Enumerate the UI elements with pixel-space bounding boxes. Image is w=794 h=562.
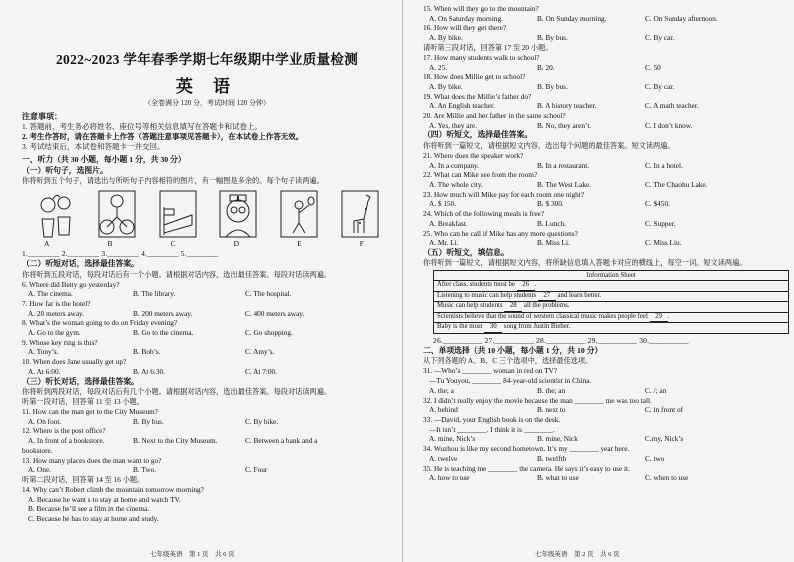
option-b[interactable]: B. By bus.	[537, 33, 568, 43]
option-a[interactable]: A. Breakfast.	[429, 218, 468, 228]
option-b[interactable]: B. what to use	[537, 473, 579, 483]
option-c[interactable]: C. Go shopping.	[245, 328, 293, 338]
question-text: 23. How much will Mike pay for each room one night?	[423, 189, 585, 199]
option-c[interactable]: C. Because he has to stay at home and study.	[28, 514, 159, 524]
sheet-row: Baby is the most 30 song from Justin Bieber.	[434, 323, 789, 334]
question-text: 7. How far is the hotel?	[22, 298, 91, 308]
question-text: 16. How will they get there?	[423, 23, 507, 33]
sheet-row: Music can help students 28 all the problems.	[434, 302, 789, 313]
option-a[interactable]: A. Yes, they are.	[429, 120, 478, 130]
blank-29[interactable]: 29	[650, 313, 668, 323]
option-a[interactable]: A. In a company.	[429, 160, 479, 170]
option-a[interactable]: A. the; a	[429, 385, 454, 395]
option-a[interactable]: A. behind	[429, 405, 458, 415]
question-group-15-16	[423, 4, 784, 43]
part2-heading: 二、单项选择（共 10 小题，每小题 1 分，共 10 分）	[423, 345, 603, 355]
options-row	[423, 180, 784, 190]
option-c[interactable]: C. By car.	[645, 33, 675, 43]
sheet-row: Scientists believe that the sound of western classical music makes people feel 29 .	[434, 312, 789, 323]
option-b[interactable]: B. Bob’s.	[133, 347, 161, 357]
option-b[interactable]: B. 200 meters away.	[133, 308, 193, 318]
question-text: 6. Where did Betty go yesterday?	[22, 279, 120, 289]
section5-instructions: 你将听到一篇短文，请根据短文内容，将所缺信息填入答题卡对应的横线上，每空一词。短文读两遍。	[423, 259, 747, 268]
exam-info: （全卷满分 120 分，考试时间 120 分钟）	[144, 99, 270, 107]
option-c[interactable]: C. Amy’s.	[245, 347, 275, 357]
option-c[interactable]: C. $450.	[645, 199, 670, 209]
options-row	[423, 82, 784, 92]
question-group-21-25	[423, 151, 784, 248]
option-b[interactable]: B. 20.	[537, 62, 555, 72]
option-b[interactable]: B. mine, Nick	[537, 434, 578, 444]
picture-letters	[22, 239, 392, 249]
question-12-continued: bookstore.	[22, 445, 53, 455]
notes-heading: 注意事项：	[22, 112, 62, 121]
section3-instructions: 你将听到两段对话，每段对话后有几个小题。请根据对话内容，选出最佳答案。每段对话读两遍。	[22, 388, 332, 397]
options-row	[22, 328, 392, 338]
options-row	[423, 63, 784, 73]
section2-heading: （二）听短对话，选择最佳答案。	[22, 259, 139, 268]
option-b[interactable]: B. By bus.	[133, 416, 164, 426]
option-c[interactable]: C. The hospital.	[245, 289, 292, 299]
note-item: 3. 考试结束后，本试卷和答题卡一并交回。	[22, 142, 165, 151]
question-text: 13. How many places does the man want to go?	[22, 455, 162, 465]
option-b[interactable]: B. Two.	[133, 465, 157, 475]
question-text: 19. What does the Millie’s father do?	[423, 91, 532, 101]
option-a[interactable]: A. One.	[28, 465, 51, 475]
information-sheet	[433, 270, 789, 334]
question-text: 20. Are Millie and her father in the same school?	[423, 111, 566, 121]
option-a[interactable]: A. Tony’s.	[28, 347, 59, 357]
question-group-34-35	[423, 444, 784, 483]
picture-letter: C	[170, 239, 176, 248]
options-row	[22, 417, 392, 427]
question-text: 12. Where is the post office?	[22, 426, 106, 436]
option-b[interactable]: B. $ 300.	[537, 199, 564, 209]
part1-heading: 一、听力（共 30 小题，每小题 1 分，共 30 分）	[22, 155, 186, 164]
question-text: —It isn’t ________. I think it is ________.	[429, 424, 555, 434]
option-a[interactable]: A. An English teacher.	[429, 101, 495, 111]
section3-sub1: 听第一段对话，回答第 11 至 13 小题。	[22, 398, 144, 407]
option-c[interactable]: C. Between a bank and a	[245, 436, 318, 446]
option-c[interactable]: C. 50	[645, 62, 661, 72]
option-b[interactable]: B. No, they aren’t.	[537, 120, 592, 130]
option-b[interactable]: B. Go to the cinema.	[133, 328, 194, 338]
question-group-32	[423, 396, 784, 415]
question-text: 32. I didn’t really enjoy the movie because the man ________ me was too tall.	[423, 395, 652, 405]
option-a[interactable]: A. On foot.	[28, 416, 62, 426]
option-c[interactable]: C. in front of	[645, 405, 684, 415]
options-row	[423, 219, 784, 229]
option-b[interactable]: B. At 6:30.	[133, 366, 166, 376]
question-text: 14. Why can’t Robert climb the mountain tomorrow morning?	[22, 484, 204, 494]
blank-28[interactable]: 28	[504, 302, 522, 312]
option-c[interactable]: C. Miss Liu.	[645, 238, 682, 248]
option-a[interactable]: A. mine, Nick’s	[429, 434, 476, 444]
options-row	[22, 289, 392, 299]
option-c[interactable]: C. Supper.	[645, 218, 676, 228]
option-a[interactable]: A. 20 meters away.	[28, 308, 85, 318]
option-c[interactable]: C. The Chaohu Lake.	[645, 180, 708, 190]
options-row	[423, 199, 784, 209]
question-text: —Tu Youyou, ________ 84-year-old scientist in China.	[429, 376, 592, 386]
question-text: 8. What’s the woman going to do on Friday evening?	[22, 318, 178, 328]
question-group-6-10	[22, 280, 392, 377]
option-b[interactable]: B. Next to the City Museum.	[133, 436, 218, 446]
page-2	[405, 0, 794, 562]
question-text: 11. How can the man get to the City Museum?	[22, 407, 158, 417]
options-row	[22, 347, 392, 357]
options-row	[423, 238, 784, 248]
option-b[interactable]: B. next to	[537, 405, 566, 415]
option-b[interactable]: B. The West Lake.	[537, 180, 592, 190]
picture-letter: D	[233, 239, 240, 248]
option-c[interactable]: C. On Sunday afternoon.	[645, 13, 718, 23]
question-text: 22. What can Mike see from the room?	[423, 170, 538, 180]
options-row	[423, 14, 784, 24]
option-c[interactable]: C. Four	[245, 465, 268, 475]
girls-talking-icon	[36, 189, 76, 239]
blank-27[interactable]: 27	[538, 292, 556, 302]
option-b[interactable]: B. On Sunday morning.	[537, 13, 607, 23]
option-c[interactable]: C. By car.	[645, 81, 675, 91]
question-text: 34. Wuzhou is like my second hometown. It’s my ________ year here.	[423, 444, 630, 454]
option-a[interactable]: A. Go to the gym.	[28, 328, 81, 338]
option-a[interactable]: A. On Saturday morning.	[429, 13, 503, 23]
option-b[interactable]: B. Because he’ll see a film in the cinema.	[28, 504, 150, 514]
question-text: 33. —David, your English book is on the desk.	[423, 414, 561, 424]
option-a[interactable]: A. The cinema.	[28, 289, 73, 299]
blank-26[interactable]: 26	[517, 281, 535, 291]
options-row	[423, 33, 784, 43]
options-row	[423, 434, 784, 444]
option-a[interactable]: A. 25.	[429, 62, 448, 72]
option-b[interactable]: B. twelfth	[537, 453, 567, 463]
sheet-title: Information Sheet	[434, 271, 789, 281]
options-row	[423, 473, 784, 483]
question-group-11-12	[22, 407, 392, 446]
section3-sub3: 请听第三段对话，回答第 17 至 20 小题。	[423, 43, 553, 52]
option-a[interactable]: A. $ 150.	[429, 199, 457, 209]
question-text: 9. Whose key ring is this?	[22, 337, 98, 347]
section1-heading: （一）听句子，选图片。	[22, 165, 108, 175]
options-row	[423, 386, 784, 396]
option-c[interactable]: C. 400 meters away.	[245, 308, 305, 318]
badminton-icon	[279, 189, 319, 239]
subject-title: 英 语	[175, 77, 239, 96]
question-text: 25. Who can he call if Mike has any more questions?	[423, 228, 578, 238]
options-row	[423, 454, 784, 464]
option-b[interactable]: B. The library.	[133, 289, 176, 299]
picture-letter: F	[359, 239, 364, 248]
option-c[interactable]: C. By bike.	[245, 416, 279, 426]
question-group-17-20	[423, 53, 784, 131]
option-c[interactable]: C. At 7:00.	[245, 366, 278, 376]
option-c[interactable]: C.my, Nick’s	[645, 434, 684, 444]
bed-icon	[158, 189, 198, 239]
option-b[interactable]: B. In a restaurant.	[537, 160, 590, 170]
options-row	[423, 405, 784, 415]
option-a[interactable]: A. At 6:00.	[28, 366, 61, 376]
picture-letter: E	[297, 239, 302, 248]
option-b[interactable]: B. Lunch.	[537, 218, 566, 228]
option-b[interactable]: B. A history teacher.	[537, 101, 597, 111]
option-c[interactable]: C. /; an	[645, 385, 667, 395]
option-a[interactable]: A. how to use	[429, 473, 470, 483]
question-text: 15. When will they go to the mountain?	[423, 4, 539, 13]
picture-row	[22, 189, 392, 239]
option-c[interactable]: C. In a hotel.	[645, 160, 683, 170]
option-c[interactable]: C. two	[645, 453, 665, 463]
section2-instructions: 你将听到五段对话，每段对话后有一个小题。请根据对话内容，选出最佳答案。每段对话读两遍。	[22, 270, 332, 279]
option-a[interactable]: A. The whole city.	[429, 180, 483, 190]
option-a[interactable]: A. twelve	[429, 453, 458, 463]
option-a[interactable]: A. Because he want s to stay at home and watch TV.	[28, 494, 181, 504]
question-text: 18. How does Millie get to school?	[423, 72, 526, 82]
question-text: 17. How many students walk to school?	[423, 52, 540, 62]
question-text: 24. Which of the following meals is free?	[423, 209, 545, 219]
option-b[interactable]: B. By bus.	[537, 81, 568, 91]
option-a[interactable]: A. By bike.	[429, 81, 463, 91]
option-a[interactable]: A. By bike.	[429, 33, 463, 43]
nurse-icon	[218, 189, 258, 239]
section5-heading: （五）听短文，填信息。	[423, 247, 509, 257]
option-c[interactable]: C. when to use	[645, 473, 689, 483]
section1-instructions: 你将听到五个句子，请选出与所听句子内容相符的图片，有一幅图是多余的。每个句子读两遍。	[22, 177, 324, 185]
note-item: 2. 考生作答时，请在答题卡上作答（答题注意事项见答题卡），在本试卷上作答无效。	[22, 132, 304, 141]
section3-heading: （三）听长对话，选择最佳答案。	[22, 376, 139, 386]
page-footer: 七年级英语 第 2 页 共 6 页	[535, 551, 620, 558]
page-divider	[402, 0, 403, 562]
question-text: 21. Where does the speaker work?	[423, 150, 524, 160]
section4-heading: （四）听短文，选择最佳答案。	[423, 130, 533, 140]
sheet-row: After class, students must be 26 .	[434, 281, 789, 292]
page-footer: 七年级英语 第 1 页 共 6 页	[150, 551, 235, 558]
section3-sub2: 听第二段对话，回答第 14 至 16 小题。	[22, 475, 145, 484]
sheet-row: Listening to music can help students 27 and learn better.	[434, 291, 789, 302]
answer-blanks-1-5: 1.________ 2.________ 3.________ 4.________ 5.________	[22, 249, 219, 258]
option-b[interactable]: B. the; an	[537, 385, 566, 395]
options-row	[22, 465, 392, 475]
exam-title: 2022~2023 学年春季学期七年级期中学业质量检测	[56, 52, 358, 67]
section4-instructions: 你将听到一篇短文，请根据短文内容，选出每个问题的最佳答案。短文读两遍。	[423, 141, 675, 150]
giraffe-icon	[340, 189, 380, 239]
option-c[interactable]: C. A math teacher.	[645, 101, 699, 111]
blank-30[interactable]: 30	[484, 323, 502, 333]
note-item: 1. 答题前，考生务必将姓名、座位号等相关信息填写在答题卡和试卷上。	[22, 122, 262, 131]
picture-letter: A	[44, 239, 50, 248]
option-b[interactable]: B. Miss Li.	[537, 238, 570, 248]
options-row	[423, 121, 784, 131]
options-row	[22, 436, 392, 446]
options-row	[22, 309, 392, 319]
option-c[interactable]: C. I don’t know.	[645, 120, 693, 130]
question-text: 31. —Who’s ________ woman in red on TV?	[423, 366, 558, 376]
options-row	[423, 101, 784, 111]
part2-instructions: 从下列各题的 A、B、C 三个选项中，选择最佳选项。	[423, 357, 593, 366]
question-text: 35. He is teaching me ________ the camera. He says it’s easy to use it.	[423, 463, 630, 473]
option-a[interactable]: A. In front of a bookstore.	[28, 436, 105, 446]
question-text: 10. When does Jane usually get up?	[22, 357, 127, 367]
option-a[interactable]: A. Mr. Li.	[429, 238, 459, 248]
boy-cycling-icon	[97, 189, 137, 239]
answer-blanks-26-30: 26.__________ 27.__________ 28.__________ 29.__________ 30.__________	[433, 335, 689, 345]
picture-letter: B	[107, 239, 113, 248]
options-row	[423, 161, 784, 171]
options-row	[22, 367, 392, 377]
